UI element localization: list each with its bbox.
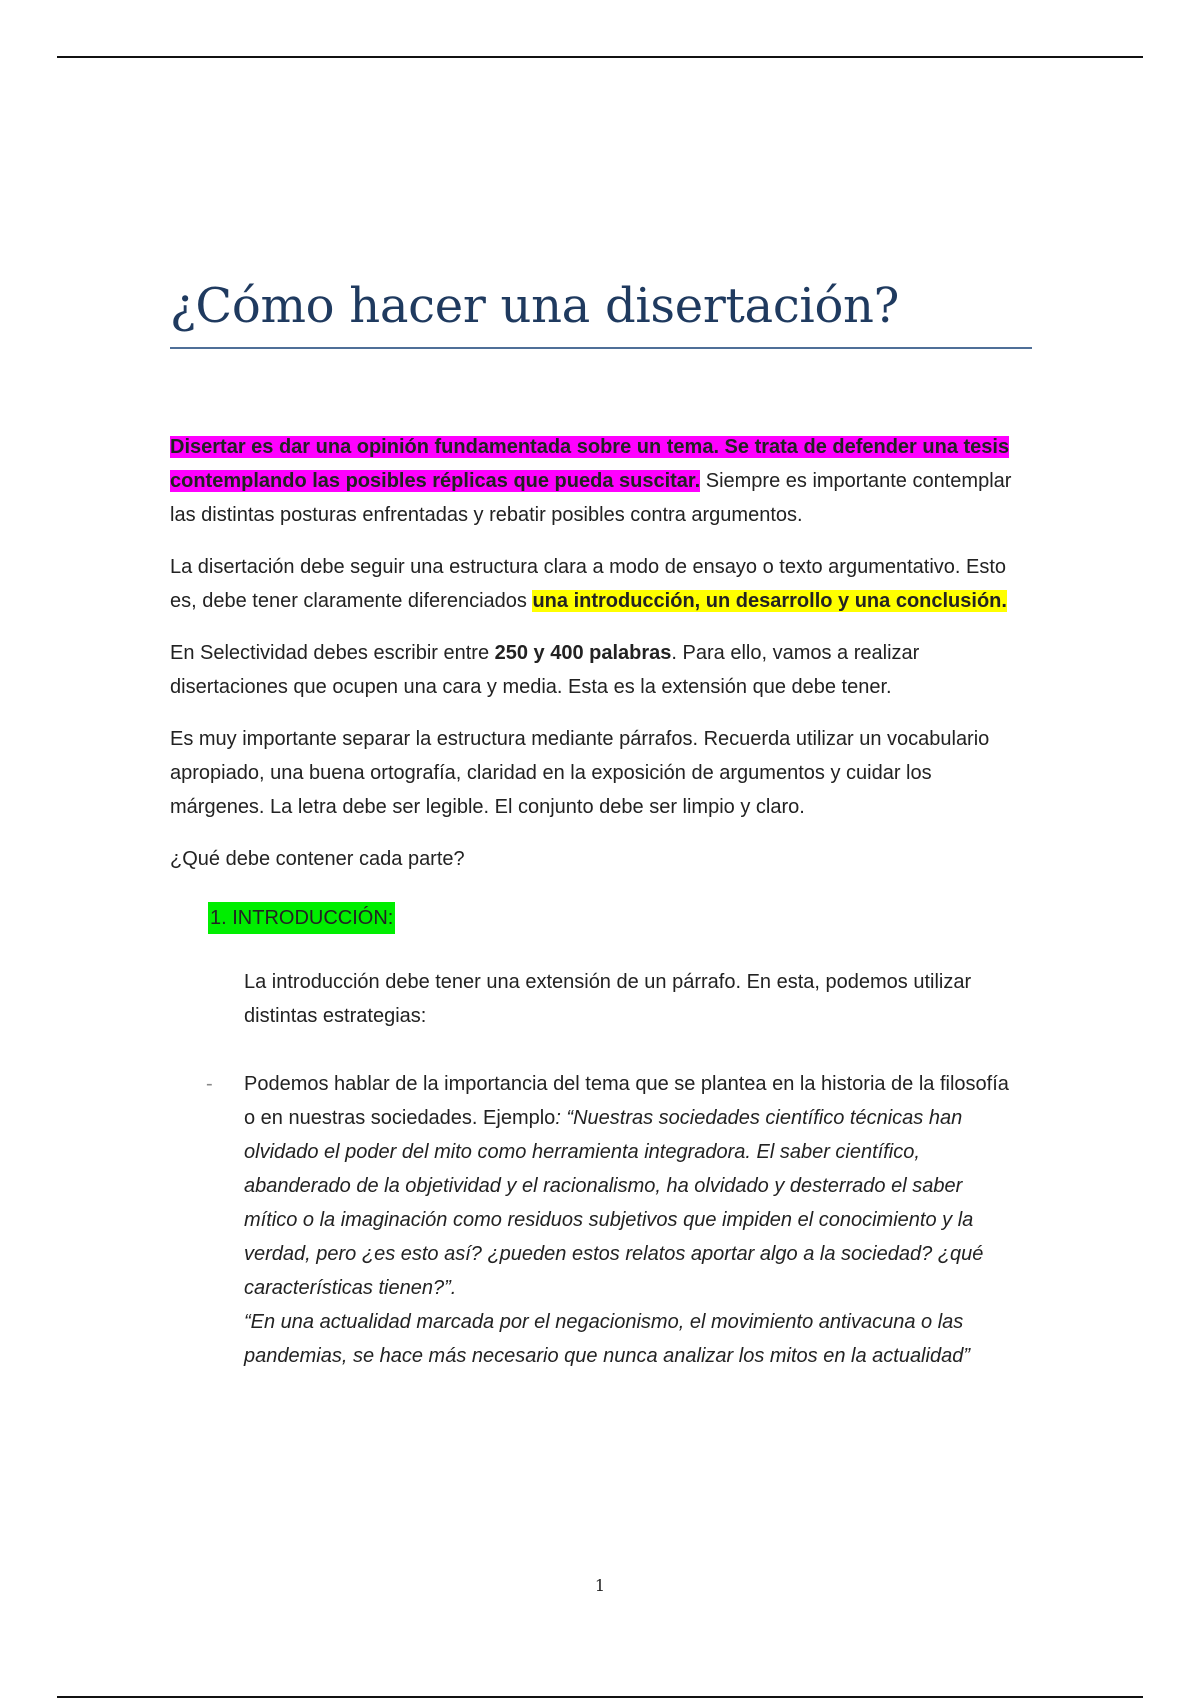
page-title: ¿Cómo hacer una disertación? <box>170 278 900 334</box>
footer-rule <box>57 1696 1143 1698</box>
section-heading-introduccion: 1. INTRODUCCIÓN: <box>208 902 395 934</box>
word-count-bold: 250 y 400 palabras <box>494 642 672 664</box>
paragraph-text: Siempre es importante contemplar las distintas posturas enfrentadas y rebatir posibles contra argumentos. <box>170 470 1012 526</box>
bullet-dash: - <box>206 1073 213 1095</box>
paragraph-definition <box>170 430 1020 532</box>
paragraph-format: Es muy importante separar la estructura mediante párrafos. Recuerda utilizar un vocabulario apropiado, una buena ortografía, claridad en la exposición de argumentos y cuidar los márgenes. La letra debe ser legible. El conjunto debe ser limpio y claro. <box>170 728 990 818</box>
title-underline <box>170 347 1032 349</box>
question-text: ¿Qué debe contener cada parte? <box>170 848 465 870</box>
list-item <box>170 1067 1020 1373</box>
paragraph-text: . Para ello, vamos a realizar disertaciones que ocupen una cara y media. Esta es la extensión que debe tener. <box>170 642 920 698</box>
highlight-definition: Disertar es dar una opinión fundamentada sobre un tema. Se trata de defender una tesis contemplando las posibles réplicas que pueda suscitar. <box>170 436 1010 492</box>
paragraph-structure <box>170 550 1020 618</box>
document-body <box>170 430 1020 1373</box>
page-number: 1 <box>594 1576 606 1595</box>
header-rule <box>57 56 1143 58</box>
intro-paragraph: La introducción debe tener una extensión de un párrafo. En esta, podemos utilizar distintas estrategias: <box>244 971 972 1027</box>
example-quote-2: “En una actualidad marcada por el negacionismo, el movimiento antivacuna o las pandemias, se hace más necesario que nunca analizar los mitos en la actualidad” <box>244 1311 970 1367</box>
paragraph-text: En Selectividad debes escribir entre <box>170 642 495 664</box>
highlight-structure: una introducción, un desarrollo y una conclusión. <box>532 590 1007 612</box>
paragraph-text: La disertación debe seguir una estructura clara a modo de ensayo o texto argumentativo. Esto es, debe tener claramente diferenciados <box>170 556 1007 612</box>
example-quote: : “Nuestras sociedades científico técnicas han olvidado el poder del mito como herramienta integradora. El saber científico, abanderado de la objetividad y el racionalismo, ha olvidado y desterrado el saber mítico o la imaginación como residuos subjetivos que impiden el conocimiento y la verdad, pero ¿es esto así? ¿pueden estos relatos aportar algo a la sociedad? ¿qué características tienen?”. <box>244 1107 984 1299</box>
paragraph-length <box>170 636 1020 704</box>
bullet-text: Podemos hablar de la importancia del tema que se plantea en la historia de la filosofía o en nuestras sociedades. Ejemplo <box>244 1073 1009 1129</box>
